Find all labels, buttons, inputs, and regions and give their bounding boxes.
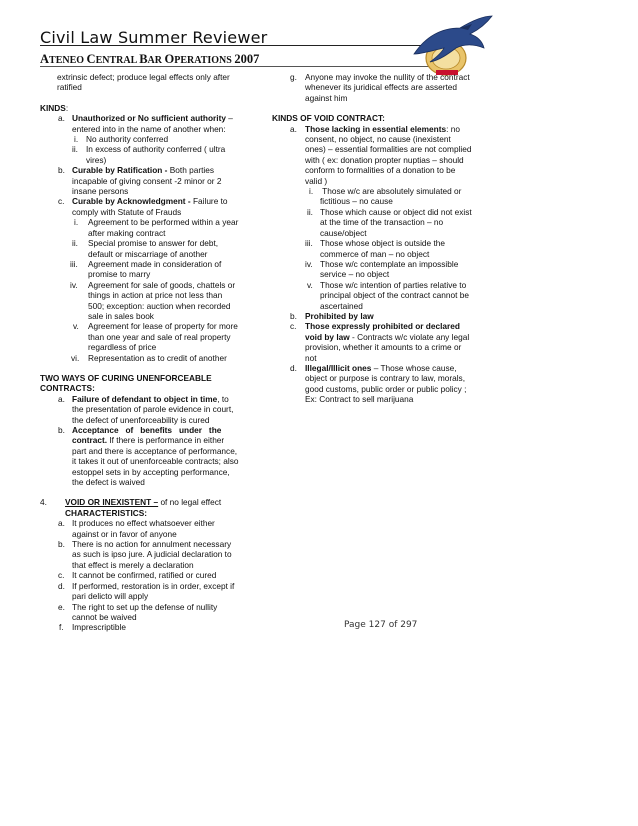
list-item: d. Illegal/Illicit ones – Those whose cause, <box>290 362 457 373</box>
sub-item: iii. Those whose object is outside the <box>305 238 445 249</box>
sub-item-text: things in action at price not less than <box>88 290 223 301</box>
sub-item: iv. Those w/c contemplate an impossible <box>305 258 459 269</box>
list-item: d. If performed, restoration is in order, except if <box>58 580 235 591</box>
list-item-text: void by law - Contracts w/c violate any legal <box>305 331 470 342</box>
list-item-text: against or in favor of anyone <box>72 528 177 539</box>
list-item-text: as such is ipso jure. A judicial declaration to <box>72 549 232 560</box>
section-heading: KINDS OF VOID CONTRACT: <box>272 113 385 124</box>
list-item: a. Those lacking in essential elements: no <box>290 123 460 134</box>
section-heading: TWO WAYS OF CURING UNENFORCEABLE <box>40 372 212 383</box>
list-item-text: pari delicto will apply <box>72 591 149 602</box>
list-item: c. It cannot be confirmed, ratified or cured <box>58 570 217 581</box>
sub-item-text: cause/object <box>320 227 367 238</box>
list-item: c. Curable by Acknowledgment - Failure to <box>58 196 228 207</box>
list-item-text: not <box>305 352 317 363</box>
list-item-text: incapable of giving consent -2 minor or 2 <box>72 175 222 186</box>
sub-item-text: vires) <box>86 154 107 165</box>
sub-item: vi. Representation as to credit of another <box>71 352 227 363</box>
list-item-text: valid ) <box>305 175 328 186</box>
list-item: b. Acceptance of benefits under the <box>58 425 222 435</box>
list-item-text: cannot be waived <box>72 611 137 622</box>
list-item-text: entered into in the name of another when: <box>72 123 226 134</box>
list-item: e. The right to set up the defense of nullity <box>58 601 218 612</box>
sub-item: i. Agreement to be performed within a year <box>74 217 239 228</box>
list-item-text: ones) – essential formalities are not complied <box>305 144 472 155</box>
list-item: a. It produces no effect whatsoever either <box>58 518 215 529</box>
sub-item-text: principal object of the contract cannot be <box>320 290 469 301</box>
section-heading: CONTRACTS: <box>40 383 95 394</box>
list-item-text: that effect is merely a declaration <box>72 559 194 570</box>
intro-line: extrinsic defect; produce legal effects only after <box>57 72 230 82</box>
sub-item: v. Agreement for lease of property for more <box>73 321 238 332</box>
list-item: b. There is no action for annulment necessary <box>58 539 232 550</box>
sub-item-text: 500; exception: auction when recorded <box>88 300 231 311</box>
list-item: a. Failure of defendant to object in time, to <box>58 393 229 404</box>
list-item-text: the defect of unenforceability is cured <box>72 414 210 425</box>
list-item: c. Those expressly prohibited or declared <box>290 321 460 332</box>
sub-item: ii. In excess of authority conferred ( ultra <box>72 144 226 155</box>
list-item-text: contract. If there is performance in either <box>72 435 225 446</box>
list-item-text: good customs, public order or public policy ; <box>305 383 467 394</box>
sub-item-text: service – no object <box>320 269 390 280</box>
list-item-text: consent, no object, no cause (inexistent <box>305 134 451 145</box>
sub-item-text: commerce of man – no object <box>320 248 430 259</box>
sub-item: iii. Agreement made in consideration of <box>70 258 222 269</box>
list-item-text: against him <box>305 92 348 103</box>
sub-item: v. Those w/c intention of parties relative to <box>307 279 467 290</box>
sub-item: i. Those w/c are absolutely simulated or <box>309 186 462 197</box>
sub-item-text: than one year and sale of real property <box>88 331 231 342</box>
list-item-text: Ex: Contract to sell marijuana <box>305 394 414 405</box>
list-item-text: object or purpose is contrary to law, morals, <box>305 373 466 384</box>
header-rule <box>40 45 460 46</box>
section-4-heading: 4. VOID OR INEXISTENT – of no legal effect <box>40 497 222 508</box>
list-item-text: provision, whether it amounts to a crime or <box>305 342 462 353</box>
document-header-title: Civil Law Summer Reviewer <box>40 28 268 47</box>
document-header-subtitle: ATENEO CENTRAL BAR OPERATIONS 2007 <box>40 52 260 66</box>
list-item-text: the defect is waived <box>72 477 145 488</box>
list-item-text: part and there is acceptance of performance, <box>72 445 238 456</box>
right-column <box>272 72 477 405</box>
list-item-text: estoppel sets in by accepting performance, <box>72 466 230 477</box>
list-item: a. Unauthorized or No sufficient authority – <box>58 113 233 124</box>
list-item: b. Curable by Ratification - Both parties <box>58 165 215 176</box>
list-item-text: the presentation of parole evidence in court, <box>72 404 234 415</box>
list-item-text: with ( ex: donation propter nuptias – should <box>305 154 464 165</box>
list-item-text: whenever its juridical effects are asserted <box>305 82 458 93</box>
intro-line: ratified <box>57 82 82 93</box>
left-column <box>40 72 250 633</box>
sub-item-text: at the time of the transaction – no <box>320 217 444 228</box>
characteristics-heading: CHARACTERISTICS: <box>65 507 148 518</box>
sub-item-text: regardless of price <box>88 342 157 353</box>
page-number: Page 127 of 297 <box>344 620 418 630</box>
list-item: b. Prohibited by law <box>290 310 374 321</box>
kinds-heading: KINDS: <box>40 102 69 113</box>
sub-item-text: promise to marry <box>88 269 151 280</box>
list-item-text: it takes it out of unenforceable contracts; also <box>72 456 239 467</box>
sub-item: i. No authority conferred <box>74 134 169 145</box>
sub-item: ii. Those which cause or object did not exist <box>307 206 472 217</box>
header-rule-thin <box>40 66 460 67</box>
sub-item-text: fictitious – no cause <box>320 196 393 207</box>
sub-item: iv. Agreement for sale of goods, chattels or <box>70 279 236 290</box>
list-item: g. Anyone may invoke the nullity of the contract <box>290 72 470 82</box>
sub-item: ii. Special promise to answer for debt, <box>72 238 219 249</box>
eagle-seal-icon <box>412 14 494 78</box>
list-item-text: insane persons <box>72 186 129 197</box>
list-item: f. Imprescriptible <box>59 622 126 633</box>
sub-item-text: sale in sales book <box>88 310 154 321</box>
sub-item-text: ascertained <box>320 300 363 311</box>
list-item-text: conform to formalities of a donation to be <box>305 165 456 176</box>
list-item-text: comply with Statute of Frauds <box>72 206 182 217</box>
sub-item-text: default or miscarriage of another <box>88 248 208 259</box>
sub-item-text: after making contract <box>88 227 166 238</box>
